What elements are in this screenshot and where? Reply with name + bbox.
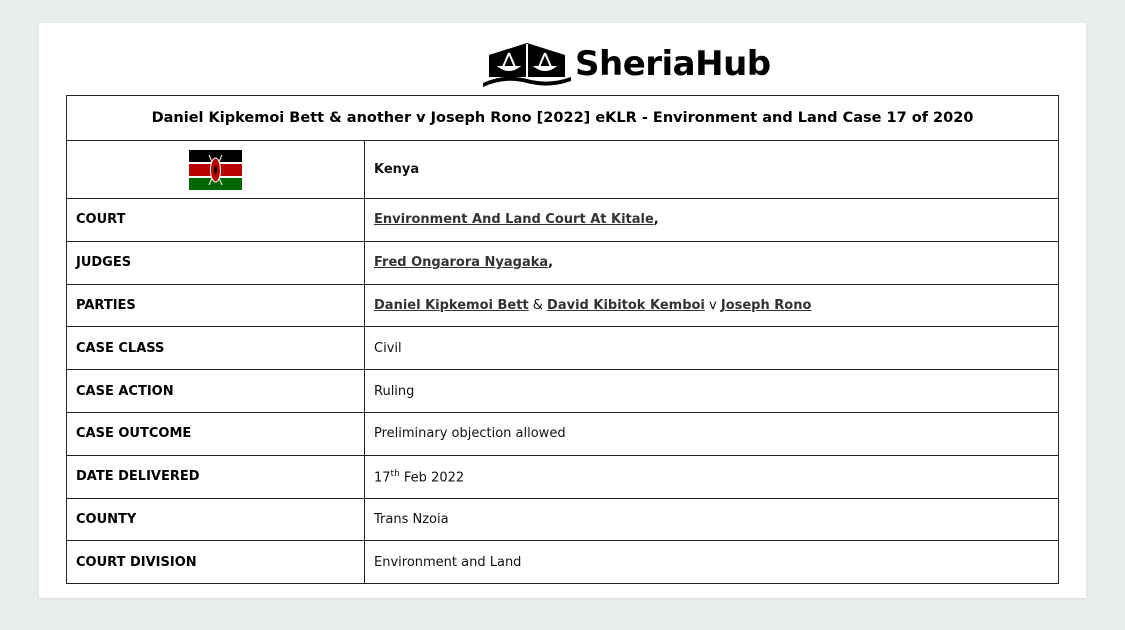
country-name: Kenya [365, 141, 1059, 199]
parties-value [365, 284, 1059, 327]
case-details-table [66, 95, 1059, 584]
kenya-flag-icon [189, 150, 242, 190]
judges-label: JUDGES [67, 241, 365, 284]
court-link[interactable]: Environment And Land Court At Kitale [374, 212, 654, 228]
date-ordinal: th [390, 468, 400, 479]
judge-link[interactable]: Fred Ongarora Nyagaka [374, 255, 549, 271]
sheriahub-logo[interactable] [483, 39, 771, 89]
party-separator-versus: v [704, 297, 721, 313]
case-class-label: CASE CLASS [67, 327, 365, 370]
flag-cell [67, 141, 365, 199]
case-action-label: CASE ACTION [67, 370, 365, 413]
party-separator-and: & [528, 297, 548, 313]
case-action-value: Ruling [365, 370, 1059, 413]
county-label: COUNTY [67, 498, 365, 541]
case-title-row [67, 96, 1059, 141]
case-action-row [67, 370, 1059, 413]
parties-row [67, 284, 1059, 327]
case-card [39, 23, 1086, 598]
date-day: 17 [374, 469, 391, 485]
court-division-value: Environment and Land [365, 541, 1059, 584]
case-outcome-value: Preliminary objection allowed [365, 412, 1059, 455]
date-delivered-value [365, 455, 1059, 498]
date-delivered-label: DATE DELIVERED [67, 455, 365, 498]
case-class-row [67, 327, 1059, 370]
courthouse-scales-icon [483, 41, 571, 87]
party-link-3[interactable]: Joseph Rono [720, 297, 812, 313]
court-label: COURT [67, 199, 365, 242]
case-class-value: Civil [365, 327, 1059, 370]
county-row [67, 498, 1059, 541]
court-suffix: , [653, 212, 659, 228]
case-outcome-row [67, 412, 1059, 455]
court-division-row [67, 541, 1059, 584]
brand-name: SheriaHub [575, 44, 771, 84]
judges-value [365, 241, 1059, 284]
date-delivered-row [67, 455, 1059, 498]
court-row [67, 199, 1059, 242]
case-outcome-label: CASE OUTCOME [67, 412, 365, 455]
party-link-2[interactable]: David Kibitok Kemboi [547, 297, 705, 313]
judges-suffix: , [548, 255, 554, 271]
court-value [365, 199, 1059, 242]
party-link-1[interactable]: Daniel Kipkemoi Bett [374, 297, 529, 313]
court-division-label: COURT DIVISION [67, 541, 365, 584]
judges-row [67, 241, 1059, 284]
country-row [67, 141, 1059, 199]
date-rest: Feb 2022 [399, 469, 465, 485]
county-value: Trans Nzoia [365, 498, 1059, 541]
parties-label: PARTIES [67, 284, 365, 327]
case-title: Daniel Kipkemoi Bett & another v Joseph Rono [2022] eKLR - Environment and Land Case 17 of 2020 [67, 96, 1059, 141]
